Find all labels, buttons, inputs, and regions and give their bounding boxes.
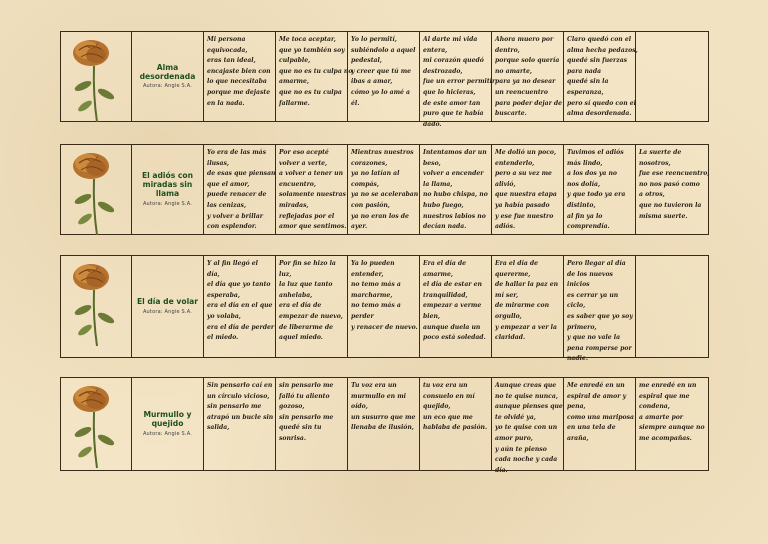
verse-line: atrapó un bucle sin — [207, 413, 274, 421]
verse-line: aunque pienses que — [495, 403, 563, 411]
verse-line: para poder dejar de — [495, 99, 563, 107]
verse-line: hablaba de pasión. — [423, 424, 488, 432]
verse-line: araña, — [567, 434, 589, 442]
verse-line: día, — [207, 270, 220, 278]
verse-line: Y al fin llegó el — [207, 260, 258, 267]
verse-line: pena, — [567, 403, 586, 411]
stanza-cell — [204, 378, 276, 470]
verse-line: esperanza, — [567, 88, 604, 96]
verse-line: Era el día de — [423, 260, 467, 267]
verse-line: y aún te pienso — [495, 445, 547, 453]
verse-line: un círculo vicioso, — [207, 392, 270, 400]
verse-line: empezar a verme — [423, 302, 482, 310]
verse-line: pero a su vez me — [495, 170, 552, 178]
verse-line: era el día de perder — [207, 323, 275, 331]
verse-line: que no es tu culpa — [279, 88, 342, 96]
verse-line: entender, — [351, 270, 384, 278]
verse-line: sin pensarlo me — [279, 382, 334, 389]
verse-line: Aunque creas que — [495, 382, 557, 389]
verse-line: aunque duela un — [423, 323, 481, 331]
verse-line: ya no eran los de — [351, 212, 409, 220]
verse-line: Me enredé en un — [567, 382, 625, 389]
poem-title-cell — [132, 378, 204, 470]
verse-line: La suerte de — [639, 149, 682, 156]
verse-line: puro que te había — [423, 110, 484, 118]
verse-line: porque solo quería — [495, 57, 560, 65]
verse-line: que lo hicieras, — [423, 88, 476, 96]
stanza-cell-empty — [636, 32, 708, 121]
verse-line: de esas que piensan — [207, 170, 276, 178]
poem-card — [60, 255, 709, 363]
verse-line: que no es tu culpa no — [279, 67, 353, 75]
verse-line: puede renacer de — [207, 191, 267, 199]
stanza-cell — [348, 32, 420, 121]
verse-line: Claro quedó con el — [567, 36, 632, 43]
verse-line: nadie. — [567, 355, 588, 363]
verse-line: amor que sentimos. — [279, 223, 347, 231]
verse-line: las cenizas, — [207, 201, 247, 209]
verse-line: entera, — [423, 46, 448, 54]
verse-line: para ya no desear — [495, 78, 556, 86]
verse-line: fue un error permitir — [423, 78, 496, 86]
verse-line: y empezar a ver la — [495, 323, 557, 331]
verse-line: era el día en el que — [207, 302, 273, 310]
verse-line: a amarte por — [639, 413, 683, 421]
stanza-cell — [348, 145, 420, 234]
verse-line: un reencuentro — [495, 88, 548, 96]
verse-line: espiral de amor y — [567, 392, 627, 400]
verse-line: quererme, — [495, 270, 531, 278]
stanza-cell — [204, 256, 276, 357]
verse-line: esperaba, — [207, 291, 240, 299]
verse-line: dado. — [423, 120, 442, 128]
stanza-cell — [204, 32, 276, 121]
verse-line: quedé sin la — [567, 78, 609, 86]
verse-line: pena romperse por — [567, 344, 632, 352]
verse-line: me acompañas. — [639, 434, 692, 442]
verse-line: cada noche y cada — [495, 456, 558, 464]
poem-card — [60, 31, 709, 128]
rose-icon — [67, 36, 125, 124]
poem-title-cell — [132, 256, 204, 357]
stanza-cell — [276, 256, 348, 357]
verse-line: amarme, — [423, 270, 454, 278]
verse-line: reflejadas por el — [279, 212, 335, 220]
verse-line: llenaba de ilusión, — [351, 424, 414, 432]
verse-line: como una mariposa — [567, 413, 634, 421]
verse-line: de hallar la paz en — [495, 281, 559, 289]
verse-line: fue ese reencuentro, — [639, 170, 710, 178]
verse-line: perder — [351, 312, 374, 320]
verse-line: amor puro, — [495, 434, 533, 442]
verse-line: encajaste bien con — [207, 67, 271, 75]
verse-line: Me toca aceptar, — [279, 36, 336, 43]
verse-line: de los nuevos — [567, 270, 613, 278]
verse-line: Pero llegar al día — [567, 260, 626, 267]
verse-line: y que todo ya era — [567, 191, 626, 199]
verse-line: en una tela de — [567, 424, 616, 432]
verse-line: Me dolió un poco, — [495, 149, 557, 156]
verse-line: nos dolía, — [567, 180, 601, 188]
verse-line: hubo fuego, — [423, 201, 464, 209]
verse-line: me enredé en un — [639, 382, 697, 389]
verse-line: de este amor tan — [423, 99, 481, 107]
verse-line: en la nada. — [207, 99, 245, 107]
poem-title: El adiós con miradas sin llama — [141, 171, 194, 198]
stanza-cell — [348, 378, 420, 470]
verse-line: pedestal, — [351, 57, 382, 65]
verse-line: fallarme. — [279, 99, 310, 107]
verse-line: eras tan ideal, — [207, 57, 256, 65]
verse-line: que el amor, — [207, 180, 250, 188]
verse-line: pero sí quedo con el — [567, 99, 636, 107]
verse-line: Por fin se hizo la — [279, 260, 336, 267]
verse-line: misma suerte. — [639, 212, 688, 220]
stanza-cell-empty — [636, 256, 708, 357]
verse-line: nuestros labios no — [423, 212, 486, 220]
rose-illustration — [61, 32, 132, 121]
verse-line: Ahora muero por — [495, 36, 554, 43]
verse-line: murmullo en mi — [351, 392, 406, 400]
verse-line: mi corazón quedó — [423, 57, 484, 65]
verse-line: bien, — [423, 312, 441, 320]
poem-title: El día de volar — [136, 297, 199, 307]
verse-line: con pasión, — [351, 201, 390, 209]
verse-line: porque me dejaste — [207, 88, 271, 96]
rose-icon — [67, 260, 125, 348]
verse-line: adiós. — [495, 223, 516, 231]
poem-author: Autora: Angie S.A. — [142, 308, 193, 315]
verse-line: que nuestra etapa — [495, 191, 557, 199]
stanza-cell — [636, 378, 708, 470]
verse-line: oído, — [351, 403, 368, 411]
verse-line: que no tuvieron la — [639, 201, 702, 209]
verse-line: es cerrar ya un — [567, 291, 619, 299]
stanza-cell — [492, 32, 564, 121]
stanza-cell — [420, 256, 492, 357]
verse-line: no temo más a — [351, 302, 401, 310]
verse-line: Al darte mi vida — [423, 36, 478, 43]
poem-author: Autora: Angie S.A. — [142, 200, 193, 207]
verse-line: decían nada. — [423, 223, 467, 231]
stanza-cell — [420, 145, 492, 234]
verse-line: Ya lo pueden — [351, 260, 395, 267]
verse-line: ciclo, — [567, 302, 586, 310]
verse-line: entenderlo, — [495, 159, 535, 167]
verse-line: un susurro que me — [351, 413, 416, 421]
verse-line: subiéndolo a aquel — [351, 46, 416, 54]
verse-line: Yo era de las más — [207, 149, 267, 156]
verse-line: la llama, — [423, 180, 453, 188]
verse-line: el día de estar en — [423, 281, 482, 289]
verse-line: dentro, — [495, 46, 520, 54]
stanza-cell — [276, 145, 348, 234]
verse-line: ibas a amar, — [351, 78, 393, 86]
verse-line: el miedo. — [207, 334, 239, 342]
verse-line: Tu voz era un — [351, 382, 397, 389]
verse-line: el día que yo tanto — [207, 281, 271, 289]
verse-line: ayer. — [351, 223, 368, 231]
verse-line: mí ser, — [495, 291, 519, 299]
rose-illustration — [61, 145, 132, 234]
verse-line: yo volaba, — [207, 312, 241, 320]
verse-line: y creer que tú me — [351, 67, 412, 75]
stanza-cell — [492, 256, 564, 357]
stanza-cell — [276, 378, 348, 470]
verse-line: solamente nuestras — [279, 191, 346, 199]
stanza-cell — [348, 256, 420, 357]
poem-title: Murmullo y quejido — [143, 410, 192, 428]
verse-line: con esplendor. — [207, 223, 257, 231]
poem-author: Autora: Angie S.A. — [142, 430, 193, 437]
verse-line: Era el día de — [495, 260, 539, 267]
stanza-cell — [564, 378, 636, 470]
poem-author: Autora: Angie S.A. — [142, 83, 193, 90]
stanza-cell — [492, 378, 564, 474]
verse-line: alivió, — [495, 180, 516, 188]
verse-line: era el día de — [279, 302, 322, 310]
verse-line: ya no se aceleraban — [351, 191, 419, 199]
poem-title: Alma desordenada — [139, 62, 196, 81]
verse-line: yo te quise con un — [495, 424, 558, 432]
poem-title-cell — [132, 145, 204, 234]
verse-line: Mi persona — [207, 36, 246, 43]
verse-line: quejido, — [423, 403, 451, 411]
verse-line: consuelo en mí — [423, 392, 475, 400]
verse-line: te olvidé ya, — [495, 413, 536, 421]
verse-line: un eco que me — [423, 413, 473, 421]
verse-line: salida, — [207, 424, 230, 432]
verse-line: de mirarme con — [495, 302, 550, 310]
verse-line: y ese fue nuestro — [495, 212, 554, 220]
verse-line: ilusas, — [207, 159, 229, 167]
verse-line: no hubo chispa, no — [423, 191, 488, 199]
poem-card — [60, 144, 709, 235]
verse-line: condena, — [639, 403, 670, 411]
verse-line: día. — [495, 466, 508, 474]
stanza-cell — [564, 32, 636, 121]
stanza-cell — [492, 145, 564, 234]
verse-line: nosotros, — [639, 159, 671, 167]
rose-illustration — [61, 256, 132, 357]
verse-line: comprendía. — [567, 223, 610, 231]
verse-line: alma hecha pedazos, — [567, 46, 638, 54]
verse-line: y volver a brillar — [207, 212, 263, 220]
verse-line: y que no vale la — [567, 334, 621, 342]
verse-line: aquel miedo. — [279, 334, 323, 342]
verse-line: quedé sin fuerzas — [567, 57, 628, 65]
verse-line: tranquilidad, — [423, 291, 468, 299]
verse-line: él. — [351, 99, 360, 107]
verse-line: sin pensarlo me — [207, 403, 262, 411]
verse-line: ya no latían al — [351, 170, 400, 178]
rose-illustration — [61, 378, 132, 470]
verse-line: a volver a tener un — [279, 170, 344, 178]
verse-line: poco está soledad. — [423, 334, 486, 342]
verse-line: buscarte. — [495, 110, 527, 118]
verse-line: miradas, — [279, 201, 309, 209]
verse-line: tu voz era un — [423, 382, 468, 389]
verse-line: volver a encender — [423, 170, 484, 178]
verse-line: y renacer de nuevo. — [351, 323, 418, 331]
verse-line: sonrisa. — [279, 434, 306, 442]
verse-line: al fin ya lo — [567, 212, 603, 220]
verse-line: Yo lo permití, — [351, 36, 397, 43]
verse-line: Tuvimos el adiós — [567, 149, 624, 156]
stanza-cell — [420, 378, 492, 470]
poem-title-cell — [132, 32, 204, 121]
stanza-cell — [276, 32, 353, 121]
verse-line: marcharme, — [351, 291, 393, 299]
verse-line: a los dos ya no — [567, 170, 617, 178]
verse-line: encuentro, — [279, 180, 316, 188]
verse-line: cómo yo lo amé a — [351, 88, 410, 96]
verse-line: Intentamos dar un — [423, 149, 487, 156]
verse-line: beso, — [423, 159, 441, 167]
stanza-cell — [420, 32, 496, 128]
verse-line: claridad. — [495, 334, 526, 342]
verse-line: no amarte, — [495, 67, 532, 75]
verse-line: inicios — [567, 281, 590, 289]
verse-line: espiral que me — [639, 392, 690, 400]
verse-line: no te quise nunca, — [495, 392, 558, 400]
verse-line: más lindo, — [567, 159, 603, 167]
stanza-cell — [564, 145, 636, 234]
verse-line: de liberarme de — [279, 323, 333, 331]
verse-line: no temo más a — [351, 281, 401, 289]
verse-line: anhelaba, — [279, 291, 313, 299]
verse-line: volver a verte, — [279, 159, 328, 167]
verse-line: ya había pasado — [495, 201, 550, 209]
verse-line: siempre aunque no — [639, 424, 705, 432]
stanza-cell — [564, 256, 636, 363]
verse-line: a otros, — [639, 191, 665, 199]
verse-line: que yo también soy — [279, 46, 345, 54]
verse-line: para nada — [567, 67, 602, 75]
verse-line: distinto, — [567, 201, 596, 209]
verse-line: Sin pensarlo caí en — [207, 382, 273, 389]
verse-line: corazones, — [351, 159, 388, 167]
stanza-cell — [636, 145, 708, 234]
verse-line: amarme, — [279, 78, 310, 86]
verse-line: la luz que tanto — [279, 281, 333, 289]
verse-line: no nos pasó como — [639, 180, 700, 188]
verse-line: alma desordenada. — [567, 110, 632, 118]
rose-icon — [67, 149, 125, 237]
verse-line: compás, — [351, 180, 379, 188]
stanza-cell — [204, 145, 276, 234]
verse-line: quedé sin tu — [279, 424, 322, 432]
verse-line: lo que necesitaba — [207, 78, 267, 86]
verse-line: luz, — [279, 270, 292, 278]
verse-line: orgullo, — [495, 312, 522, 320]
verse-line: culpable, — [279, 57, 311, 65]
verse-line: gozoso, — [279, 403, 305, 411]
verse-line: es saber que yo soy — [567, 312, 633, 320]
verse-line: falló tu aliento — [279, 392, 330, 400]
verse-line: sin pensarlo me — [279, 413, 334, 421]
verse-line: destrozado, — [423, 67, 463, 75]
verse-line: primero, — [567, 323, 597, 331]
verse-line: equivocada, — [207, 46, 248, 54]
verse-line: Por eso acepté — [279, 149, 329, 156]
verse-line: empezar de nuevo, — [279, 312, 343, 320]
verse-line: Mientras nuestros — [351, 149, 414, 156]
rose-icon — [67, 382, 125, 470]
poem-card — [60, 377, 709, 474]
